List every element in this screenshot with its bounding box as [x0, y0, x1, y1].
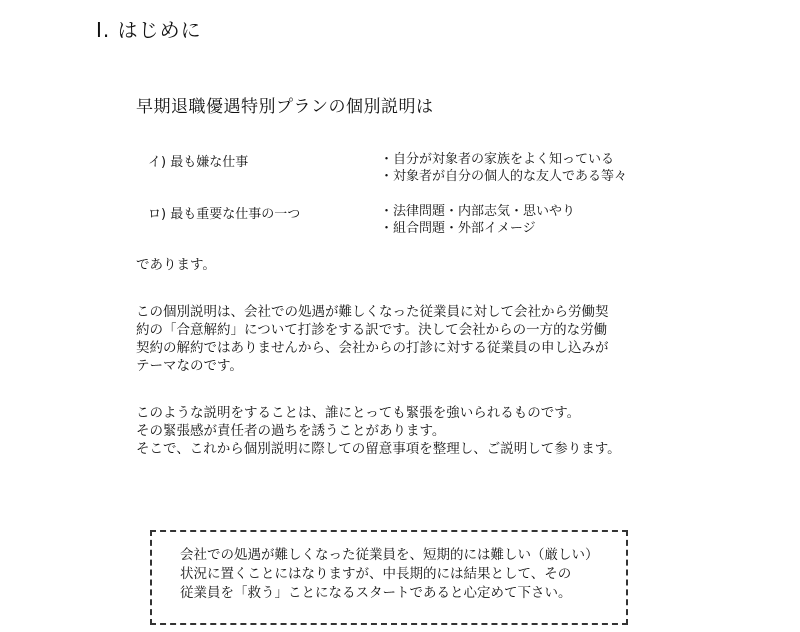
callout-line: 状況に置くことにはなりますが、中長期的には結果として、その	[180, 566, 572, 582]
item-label-i: イ) 最も嫌な仕事	[148, 155, 249, 170]
paragraph-line: 約の「合意解約」について打診をする訳です。決して会社からの一方的な労働	[136, 322, 608, 338]
paragraph-line: そこで、これから個別説明に際しての留意事項を整理し、ご説明して参ります。	[136, 441, 621, 457]
item-label-ro: ロ) 最も重要な仕事の一つ	[148, 207, 301, 222]
subtitle: 早期退職優遇特別プランの個別説明は	[136, 97, 434, 117]
paragraph-line: 契約の解約ではありませんから、会社からの打診に対する従業員の申し込みが	[136, 340, 609, 356]
item-point: ・自分が対象者の家族をよく知っている	[380, 152, 615, 167]
item-points-i	[380, 151, 627, 185]
paragraph-1	[136, 303, 609, 375]
paragraph-2	[136, 404, 621, 458]
callout-line: 会社での処遇が難しくなった従業員を、短期的には難しい（厳しい）	[180, 547, 599, 563]
item-point: ・対象者が自分の個人的な友人である等々	[380, 169, 628, 184]
section-title: はじめに	[117, 18, 202, 42]
paragraph-line: この個別説明は、会社での処遇が難しくなった従業員に対して会社から労働契	[136, 304, 609, 320]
paragraph-line: このような説明をすることは、誰にとっても緊張を強いられるものです。	[136, 405, 581, 421]
paragraph-line: その緊張感が責任者の過ちを誘うことがあります。	[136, 423, 446, 439]
item-point: ・組合問題・外部イメージ	[380, 221, 536, 236]
section-number: Ⅰ.	[96, 18, 111, 42]
section-heading	[96, 14, 202, 43]
callout-line: 従業員を「救う」ことになるスタートであると心定めて下さい。	[180, 585, 572, 601]
closing-text: であります。	[136, 257, 216, 273]
item-point: ・法律問題・内部志気・思いやり	[380, 204, 576, 219]
callout-text	[180, 546, 599, 603]
paragraph-line: テーマなのです。	[136, 358, 243, 374]
item-points-ro	[380, 203, 575, 237]
